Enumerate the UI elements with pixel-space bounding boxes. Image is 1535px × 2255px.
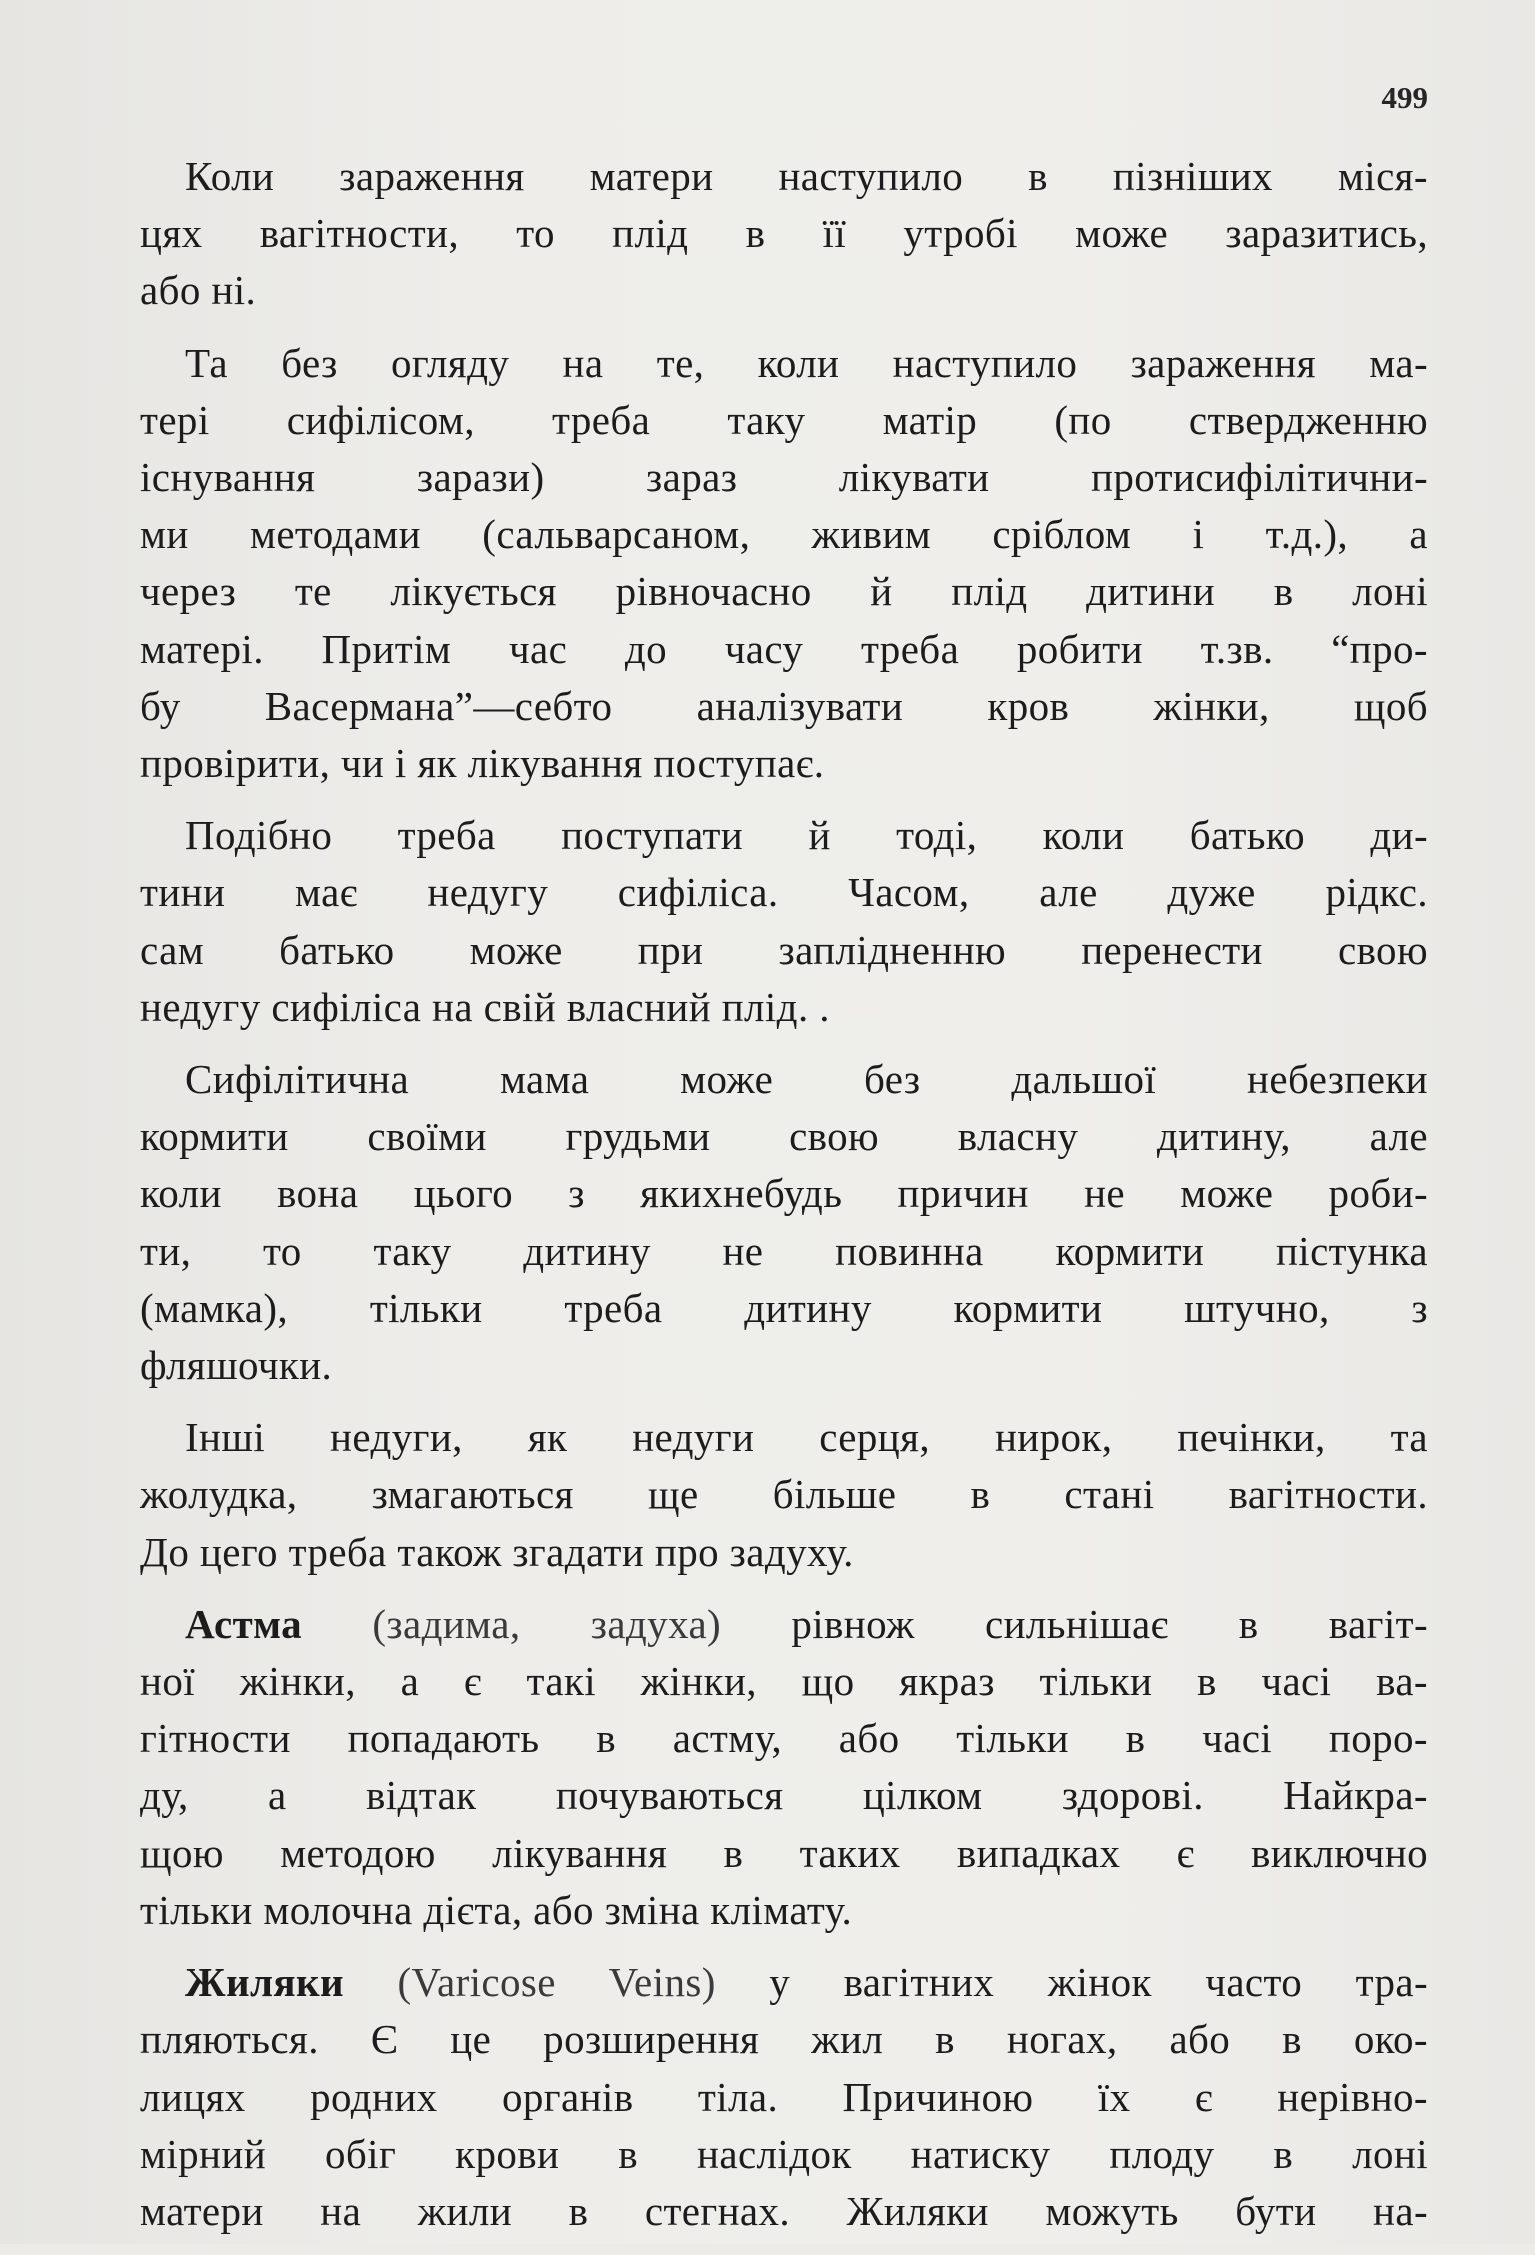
text-line bbox=[140, 1954, 1428, 2011]
text-line: провірити, чи і як лікування поступає. bbox=[140, 740, 825, 787]
text-line: коли вона цього з якихнебудь причин не може роби- bbox=[140, 1170, 1428, 1217]
body-text bbox=[140, 148, 1428, 2255]
text-line: До цего треба також згадати про задуху. bbox=[140, 1528, 854, 1575]
text-line: тільки молочна дієта, або зміна клімату. bbox=[140, 1886, 853, 1933]
paragraph bbox=[140, 1409, 1428, 1581]
term-alias: (Varicose Veins) bbox=[397, 1959, 716, 2006]
text-line: через те лікується рівночасно й плід дитини в лоні bbox=[140, 568, 1428, 615]
text-line: матери на жили в стегнах. Жиляки можуть бути на- bbox=[140, 2187, 1428, 2234]
text-line: ної жінки, а є такі жінки, що якраз тільки в часі ва- bbox=[140, 1658, 1428, 1705]
term-heading: Астма bbox=[185, 1600, 303, 1647]
text-line: Інші недуги, як недуги серця, нирок, печінки, та bbox=[185, 1414, 1428, 1461]
text-line: цях вагітности, то плід в її утробі може заразитись, bbox=[140, 210, 1428, 257]
text-line: жолудка, змагаються ще більше в стані вагітности. bbox=[140, 1471, 1428, 1518]
text-fragment: рівнож сильнішає в вагіт- bbox=[791, 1600, 1428, 1647]
text-line: Сифілітична мама може без дальшої небезпеки bbox=[185, 1056, 1428, 1103]
text-line: гітности попадають в астму, або тільки в часі поро- bbox=[140, 1715, 1428, 1762]
paragraph bbox=[140, 807, 1428, 1036]
text-line: тері сифілісом, треба таку матір (по ствердженню bbox=[140, 396, 1428, 443]
text-line: пляються. Є це розширення жил в ногах, або в око- bbox=[140, 2016, 1428, 2063]
paragraph-varicose bbox=[140, 1954, 1428, 2240]
text-line: тини має недугу сифіліса. Часом, але дуже рідкс. bbox=[140, 869, 1428, 916]
text-line: щою методою лікування в таких випадках є виключно bbox=[140, 1829, 1428, 1876]
text-line: фляшочки. bbox=[140, 1342, 333, 1389]
text-line: бу Васермана”—себто аналізувати кров жінки, щоб bbox=[140, 682, 1428, 729]
paragraph bbox=[140, 1051, 1428, 1394]
text-line bbox=[140, 1596, 1428, 1653]
page-number: 499 bbox=[1381, 80, 1428, 115]
text-line: матері. Притім час до часу треба робити т.зв. “про- bbox=[140, 625, 1428, 672]
text-line: кормити своїми грудьми свою власну дитину, але bbox=[140, 1113, 1428, 1160]
text-line: Коли зараження матери наступило в пізніших міся- bbox=[185, 153, 1428, 199]
text-line: сам батько може при заплідненню перенести свою bbox=[140, 926, 1428, 973]
text-line: (мамка), тільки треба дитину кормити штучно, з bbox=[140, 1284, 1428, 1331]
text-line: або ні. bbox=[140, 267, 257, 314]
text-line: ми методами (сальварсаном, живим сріблом і т.д.), а bbox=[140, 511, 1428, 558]
text-line: мірний обіг крови в наслідок натиску плоду в лоні bbox=[140, 2130, 1428, 2177]
text-line: лицях родних органів тіла. Причиною їх є нерівно- bbox=[140, 2073, 1428, 2120]
text-line: ти, то таку дитину не повинна кормити пістунка bbox=[140, 1227, 1428, 1274]
text-line: ду, а відтак почуваються цілком здорові. Найкра- bbox=[140, 1772, 1428, 1819]
paragraph bbox=[140, 335, 1428, 793]
text-line: існування зарази) зараз лікувати протисифілітични- bbox=[140, 454, 1428, 501]
paragraph bbox=[140, 148, 1428, 320]
text-line: Та без огляду на те, коли наступило зараження ма- bbox=[185, 339, 1428, 386]
text-line: недугу сифіліса на свій власний плід. . bbox=[140, 983, 830, 1030]
text-line: Подібно треба поступати й тоді, коли батько ди- bbox=[185, 812, 1428, 859]
text-fragment: у вагітних жінок часто тра- bbox=[769, 1959, 1429, 2006]
term-alias: (задима, задуха) bbox=[372, 1600, 722, 1647]
paragraph-asthma bbox=[140, 1596, 1428, 1939]
term-heading: Жиляки bbox=[185, 1959, 344, 2006]
